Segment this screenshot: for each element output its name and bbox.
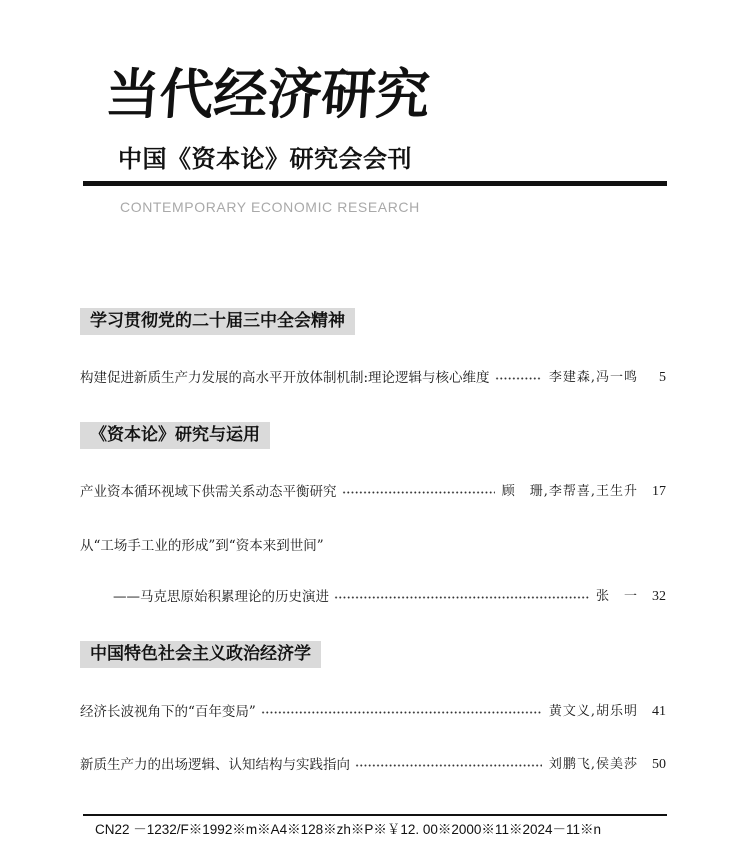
article-subtitle: ——马克思原始积累理论的历史演进 [113,589,329,605]
toc-entry [80,756,666,774]
section-heading: 《资本论》研究与运用 [80,422,270,449]
dot-leader [342,491,495,494]
article-title: 产业资本循环视域下供需关系动态平衡研究 [80,484,337,500]
toc-entry-subtitle-line [113,588,666,606]
journal-subtitle: 中国《资本论》研究会会刊 [118,145,412,173]
article-title: 从“工场手工业的形成”到“资本来到世间” [80,538,324,554]
article-authors: 刘鹏飞,侯美莎 [548,757,638,772]
footer-rule [83,814,667,816]
publication-code: CN22 －1232/F※1992※m※A4※128※zh※P※￥12. 00※2000※11※2024－11※n [95,822,602,837]
article-title: 经济长波视角下的“百年变局” [80,704,256,720]
toc-entry [80,483,666,501]
section-heading: 中国特色社会主义政治经济学 [80,641,321,668]
page-number: 32 [652,589,666,604]
dot-leader [355,764,542,767]
page-number: 41 [652,704,666,719]
article-authors: 李建森,冯一鸣 [548,370,638,385]
dot-leader [261,711,542,714]
article-title: 新质生产力的出场逻辑、认知结构与实践指向 [80,757,350,773]
dot-leader [334,596,589,599]
page-number: 50 [652,757,666,772]
dot-leader [495,377,542,380]
article-authors: 黄文义,胡乐明 [548,704,638,719]
section-heading: 学习贯彻党的二十届三中全会精神 [80,308,355,335]
page-number: 17 [652,484,666,499]
journal-english-title: CONTEMPORARY ECONOMIC RESEARCH [120,199,420,215]
toc-entry [80,703,666,721]
article-authors: 张 一 [595,589,638,604]
page-number: 5 [659,370,666,385]
journal-title: 当代经济研究 [103,62,432,126]
toc-entry [80,537,666,555]
article-authors: 顾 珊,李帮喜,王生升 [501,484,638,499]
article-title: 构建促进新质生产力发展的高水平开放体制机制:理论逻辑与核心维度 [80,370,490,386]
toc-entry [80,369,666,387]
masthead-rule [83,181,667,186]
